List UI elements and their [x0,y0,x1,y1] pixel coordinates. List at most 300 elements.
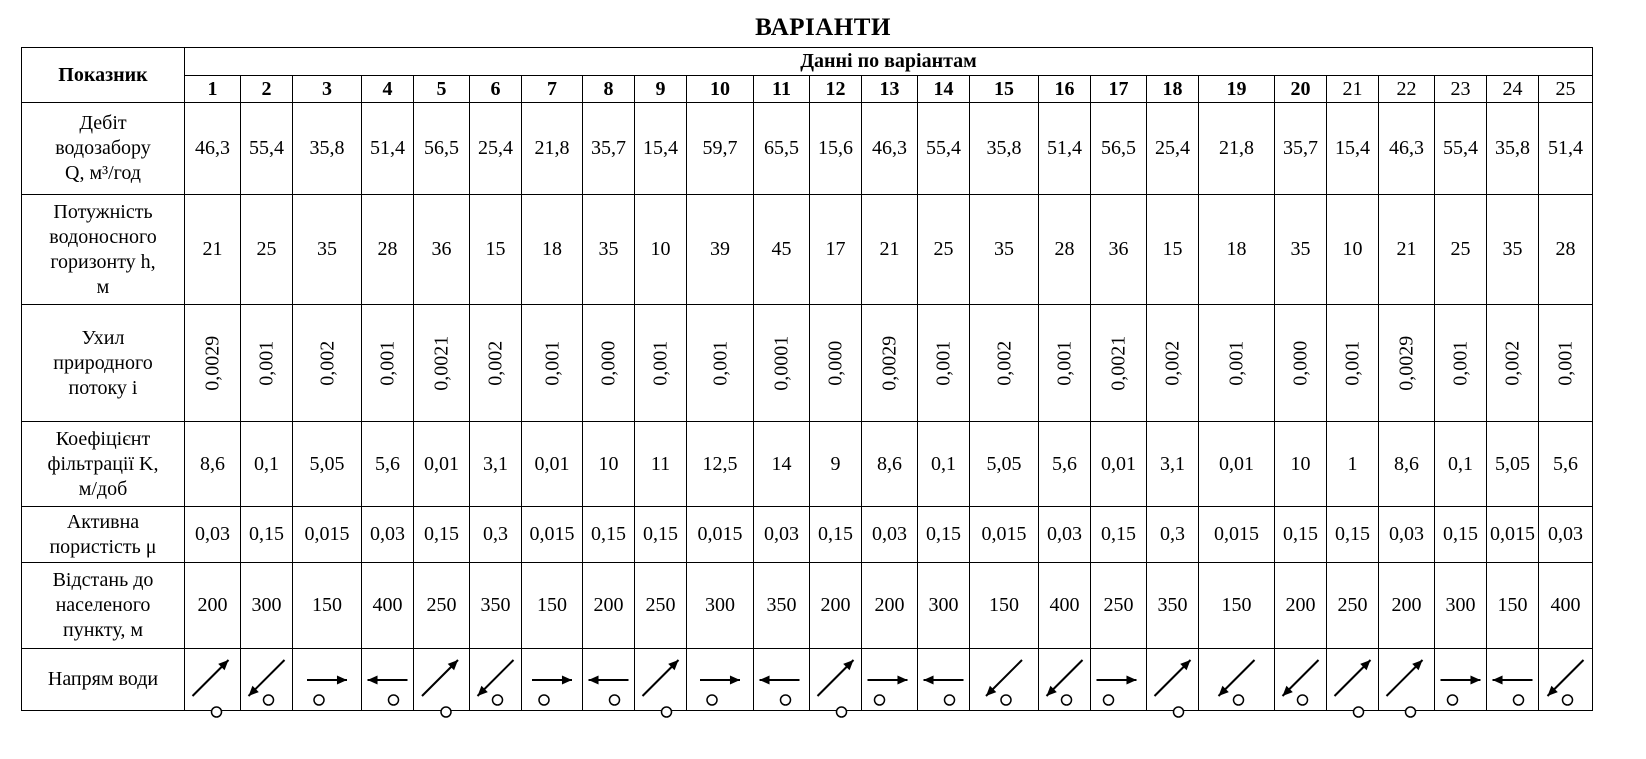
value-cell: 35,8 [970,103,1039,195]
row-label-line: Відстань до [52,569,154,591]
direction-cell [1039,649,1091,711]
value-cell: 10 [1275,422,1327,507]
value-cell: 5,05 [970,422,1039,507]
flow-direction-e-icon [522,650,582,710]
well-circle [1174,707,1184,717]
rotated-value: 0,002 [1161,340,1184,386]
value-cell: 0,15 [241,507,293,563]
rotated-value: 0,001 [1449,340,1472,386]
value-cell: 55,4 [918,103,970,195]
flow-direction-e-icon [687,650,753,710]
well-circle [1514,695,1524,705]
well-circle [212,707,222,717]
rotated-value: 0,000 [597,340,620,386]
value-cell: 0,3 [1147,507,1199,563]
flow-direction-w-icon [754,650,805,710]
value-cell: 35 [1487,195,1539,305]
flow-direction-w-icon [1487,650,1538,710]
value-cell: 35 [970,195,1039,305]
flow-direction-sw-icon [1275,650,1326,710]
value-cell: 400 [1539,563,1593,649]
row-label-line: Дебіт [79,112,127,134]
value-cell: 250 [1327,563,1379,649]
value-cell: 350 [470,563,522,649]
value-cell: 0,15 [635,507,687,563]
value-cell: 21,8 [522,103,583,195]
value-cell: 55,4 [1435,103,1487,195]
value-cell: 55,4 [241,103,293,195]
well-circle [945,695,955,705]
variant-number-cell: 14 [918,76,970,103]
value-cell [362,305,414,422]
direction-cell [862,649,918,711]
arrow-head [337,675,347,684]
value-cell: 0,015 [522,507,583,563]
value-cell: 39 [687,195,754,305]
value-cell: 0,15 [583,507,635,563]
value-cell: 56,5 [414,103,470,195]
flow-direction-e-icon [293,650,361,710]
value-cell: 0,15 [1327,507,1379,563]
data-row [22,103,1593,195]
flow-direction-sw-icon [970,650,1038,710]
well-circle [1354,707,1364,717]
value-cell: 0,015 [1487,507,1539,563]
value-cell: 51,4 [362,103,414,195]
value-cell: 35,7 [1275,103,1327,195]
well-circle [314,695,324,705]
value-cell [1435,305,1487,422]
row-label [22,305,185,422]
value-cell: 400 [1039,563,1091,649]
value-cell: 10 [635,195,687,305]
value-cell [1039,305,1091,422]
value-cell [470,305,522,422]
rotated-value: 0,002 [484,340,507,386]
rotated-value: 0,0021 [430,335,453,391]
variant-number-cell: 4 [362,76,414,103]
direction-cell [687,649,754,711]
value-cell: 0,03 [754,507,810,563]
well-circle [1448,695,1458,705]
value-cell: 21 [185,195,241,305]
value-cell: 8,6 [1379,422,1435,507]
value-cell: 28 [362,195,414,305]
value-cell: 0,015 [970,507,1039,563]
value-cell: 350 [754,563,810,649]
row-label [22,195,185,305]
value-cell: 35 [293,195,362,305]
value-cell: 0,015 [687,507,754,563]
variant-number-cell: 7 [522,76,583,103]
direction-cell [293,649,362,711]
value-cell: 150 [293,563,362,649]
row-label-line: Ухил [81,326,125,349]
well-circle [610,695,620,705]
value-cell: 300 [241,563,293,649]
value-cell [1487,305,1539,422]
value-cell: 28 [1539,195,1593,305]
value-cell: 0,15 [1435,507,1487,563]
row-label-line: м/доб [78,477,128,500]
direction-cell [970,649,1039,711]
page-title: ВАРІАНТИ [755,14,891,41]
value-cell: 0,015 [1199,507,1275,563]
value-cell: 3,1 [470,422,522,507]
value-cell: 15,6 [810,103,862,195]
value-cell: 18 [1199,195,1275,305]
value-cell: 25,4 [470,103,522,195]
flow-direction-ne-icon [810,650,861,710]
value-cell: 15 [1147,195,1199,305]
direction-cell [522,649,583,711]
value-cell: 46,3 [1379,103,1435,195]
value-cell: 0,03 [1539,507,1593,563]
direction-cell [810,649,862,711]
value-cell: 46,3 [862,103,918,195]
value-cell: 11 [635,422,687,507]
value-cell: 250 [635,563,687,649]
value-cell: 150 [970,563,1039,649]
well-circle [875,695,885,705]
value-cell: 28 [1039,195,1091,305]
rotated-value: 0,001 [1554,340,1577,386]
arrow-head [562,675,572,684]
direction-cell [1435,649,1487,711]
direction-cell [1539,649,1593,711]
direction-cell [583,649,635,711]
variant-number-cell: 21 [1327,76,1379,103]
well-circle [1104,695,1114,705]
variant-number-cell: 22 [1379,76,1435,103]
value-cell: 0,01 [1091,422,1147,507]
rotated-value: 0,0001 [770,335,793,391]
flow-direction-e-icon [862,650,913,710]
data-row [22,563,1593,649]
row-label [22,422,185,507]
value-cell: 10 [1327,195,1379,305]
value-cell: 0,15 [414,507,470,563]
variant-number-cell: 1 [185,76,241,103]
rotated-value: 0,000 [1289,340,1312,386]
flow-direction-ne-icon [1327,650,1378,710]
value-cell: 8,6 [185,422,241,507]
value-cell [918,305,970,422]
value-cell: 12,5 [687,422,754,507]
well-circle [1234,695,1244,705]
variant-number-cell: 6 [470,76,522,103]
variant-number-cell: 12 [810,76,862,103]
flow-direction-sw-icon [241,650,292,710]
value-cell: 17 [810,195,862,305]
value-cell: 0,03 [1379,507,1435,563]
value-cell: 21,8 [1199,103,1275,195]
row-label-line: водоносного [49,225,157,248]
value-cell [635,305,687,422]
rotated-value: 0,002 [992,340,1015,386]
well-circle [264,695,274,705]
well-circle [781,695,791,705]
value-cell: 35 [583,195,635,305]
row-label-line: потоку і [68,376,138,399]
value-cell: 35 [1275,195,1327,305]
value-cell: 300 [918,563,970,649]
value-cell: 35,7 [583,103,635,195]
row-label-line: пористість μ [49,535,157,558]
rotated-value: 0,001 [1225,340,1248,386]
value-cell: 8,6 [862,422,918,507]
value-cell: 150 [1487,563,1539,649]
value-cell: 0,1 [1435,422,1487,507]
value-cell: 200 [1275,563,1327,649]
well-circle [1001,695,1011,705]
row-label-line: горизонту h, [50,250,156,273]
row-label [22,103,185,195]
value-cell [1379,305,1435,422]
value-cell: 5,6 [1539,422,1593,507]
value-cell: 9 [810,422,862,507]
well-circle [539,695,549,705]
value-cell: 0,01 [1199,422,1275,507]
value-cell: 300 [687,563,754,649]
value-cell [1327,305,1379,422]
value-cell: 45 [754,195,810,305]
rotated-value: 0,001 [649,340,672,386]
well-circle [1298,695,1308,705]
variant-number-cell: 15 [970,76,1039,103]
value-cell [1199,305,1275,422]
variant-number-cell: 24 [1487,76,1539,103]
value-cell [414,305,470,422]
value-cell [970,305,1039,422]
value-cell: 250 [414,563,470,649]
variant-number-cell: 19 [1199,76,1275,103]
well-circle [707,695,717,705]
direction-cell [362,649,414,711]
data-row [22,305,1593,422]
well-circle [837,707,847,717]
direction-cell [241,649,293,711]
rotated-value: 0,001 [376,340,399,386]
variants-header: Данні по варіантам [185,48,1593,76]
value-cell [293,305,362,422]
direction-cell [635,649,687,711]
value-cell [1539,305,1593,422]
row-label-line: фільтрації K, [47,452,159,475]
variants-table [21,47,1593,711]
value-cell: 200 [1379,563,1435,649]
value-cell [810,305,862,422]
value-cell: 0,03 [362,507,414,563]
variant-number-cell: 2 [241,76,293,103]
flow-direction-sw-icon [1539,650,1592,710]
row-label-line: Активна [66,510,140,533]
row-label-line: пункту, м [63,619,143,641]
value-cell: 35,8 [1487,103,1539,195]
rotated-value: 0,001 [1341,340,1364,386]
value-cell: 25 [918,195,970,305]
value-cell: 0,3 [470,507,522,563]
variant-number-cell: 13 [862,76,918,103]
value-cell: 250 [1091,563,1147,649]
rotated-value: 0,000 [824,340,847,386]
variant-number-cell: 20 [1275,76,1327,103]
rotated-value: 0,001 [932,340,955,386]
arrow-head [589,675,599,684]
arrow-head [924,675,934,684]
arrow-head [760,675,770,684]
value-cell: 0,15 [918,507,970,563]
arrow-head [897,675,907,684]
variant-number-cell: 25 [1539,76,1593,103]
value-cell: 0,03 [185,507,241,563]
value-cell: 65,5 [754,103,810,195]
value-cell: 1 [1327,422,1379,507]
rotated-value: 0,0029 [201,335,224,391]
variant-number-cell: 17 [1091,76,1147,103]
variant-number-cell: 18 [1147,76,1199,103]
value-cell [862,305,918,422]
value-cell: 0,01 [522,422,583,507]
flow-direction-ne-icon [1147,650,1198,710]
value-cell: 10 [583,422,635,507]
value-cell [583,305,635,422]
value-cell: 51,4 [1539,103,1593,195]
flow-direction-e-icon [1091,650,1142,710]
variant-number-cell: 16 [1039,76,1091,103]
value-cell: 350 [1147,563,1199,649]
data-row [22,422,1593,507]
value-cell: 0,01 [414,422,470,507]
value-cell: 0,15 [810,507,862,563]
row-label [22,563,185,649]
value-cell: 5,6 [1039,422,1091,507]
variant-number-cell: 23 [1435,76,1487,103]
value-cell: 51,4 [1039,103,1091,195]
header-row [22,48,1593,76]
direction-cell [918,649,970,711]
well-circle [441,707,451,717]
value-cell: 21 [862,195,918,305]
flow-direction-ne-icon [635,650,686,710]
row-label: Напрям води [22,649,185,711]
value-cell [522,305,583,422]
value-cell: 150 [1199,563,1275,649]
arrow-head [368,675,378,684]
value-cell: 0,03 [1039,507,1091,563]
value-cell: 25 [1435,195,1487,305]
flow-direction-e-icon [1435,650,1486,710]
value-cell: 59,7 [687,103,754,195]
flow-direction-w-icon [583,650,634,710]
direction-cell [754,649,810,711]
value-cell [687,305,754,422]
row-label-line: м [96,275,110,298]
value-cell: 150 [522,563,583,649]
value-cell: 21 [1379,195,1435,305]
value-cell [754,305,810,422]
value-cell [241,305,293,422]
direction-cell [1091,649,1147,711]
value-cell: 56,5 [1091,103,1147,195]
row-label-line: природного [53,351,153,374]
row-label [22,507,185,563]
direction-cell [1199,649,1275,711]
value-cell: 0,015 [293,507,362,563]
value-cell: 5,6 [362,422,414,507]
value-cell: 25,4 [1147,103,1199,195]
arrow-head [1470,675,1480,684]
row-label-line: Q, м³/год [65,162,141,184]
value-cell: 46,3 [185,103,241,195]
rotated-value: 0,0029 [878,335,901,391]
variant-number-cell: 3 [293,76,362,103]
indicator-header: Показник [22,48,185,103]
variant-number-cell: 8 [583,76,635,103]
value-cell: 0,1 [918,422,970,507]
direction-cell [1147,649,1199,711]
value-cell: 36 [414,195,470,305]
variant-number-cell: 9 [635,76,687,103]
arrow-head [1126,675,1136,684]
rotated-value: 0,0021 [1107,335,1130,391]
arrow-head [730,675,740,684]
well-circle [1406,707,1416,717]
row-label-line: водозабору [55,137,151,159]
direction-cell [1327,649,1379,711]
value-cell: 15,4 [635,103,687,195]
direction-row [22,649,1593,711]
variant-number-row [22,76,1593,103]
value-cell: 36 [1091,195,1147,305]
variant-number-cell: 10 [687,76,754,103]
well-circle [389,695,399,705]
flow-direction-ne-icon [185,650,236,710]
value-cell: 5,05 [293,422,362,507]
direction-cell [470,649,522,711]
rotated-value: 0,001 [255,340,278,386]
value-cell: 200 [810,563,862,649]
value-cell: 25 [241,195,293,305]
value-cell [1147,305,1199,422]
direction-cell [1275,649,1327,711]
direction-cell [1379,649,1435,711]
value-cell: 0,15 [1275,507,1327,563]
value-cell: 0,15 [1091,507,1147,563]
direction-cell [1487,649,1539,711]
value-cell: 15 [470,195,522,305]
rotated-value: 0,0029 [1395,335,1418,391]
flow-direction-sw-icon [1039,650,1090,710]
flow-direction-w-icon [362,650,413,710]
arrow-head [1493,675,1503,684]
flow-direction-w-icon [918,650,969,710]
row-label-line: населеного [55,594,151,616]
value-cell: 0,1 [241,422,293,507]
rotated-value: 0,001 [540,340,563,386]
value-cell: 14 [754,422,810,507]
value-cell: 200 [583,563,635,649]
direction-cell [414,649,470,711]
value-cell: 200 [862,563,918,649]
rotated-value: 0,002 [1501,340,1524,386]
data-row [22,195,1593,305]
well-circle [1062,695,1072,705]
value-cell: 35,8 [293,103,362,195]
flow-direction-ne-icon [1379,650,1430,710]
value-cell [1091,305,1147,422]
flow-direction-sw-icon [470,650,521,710]
